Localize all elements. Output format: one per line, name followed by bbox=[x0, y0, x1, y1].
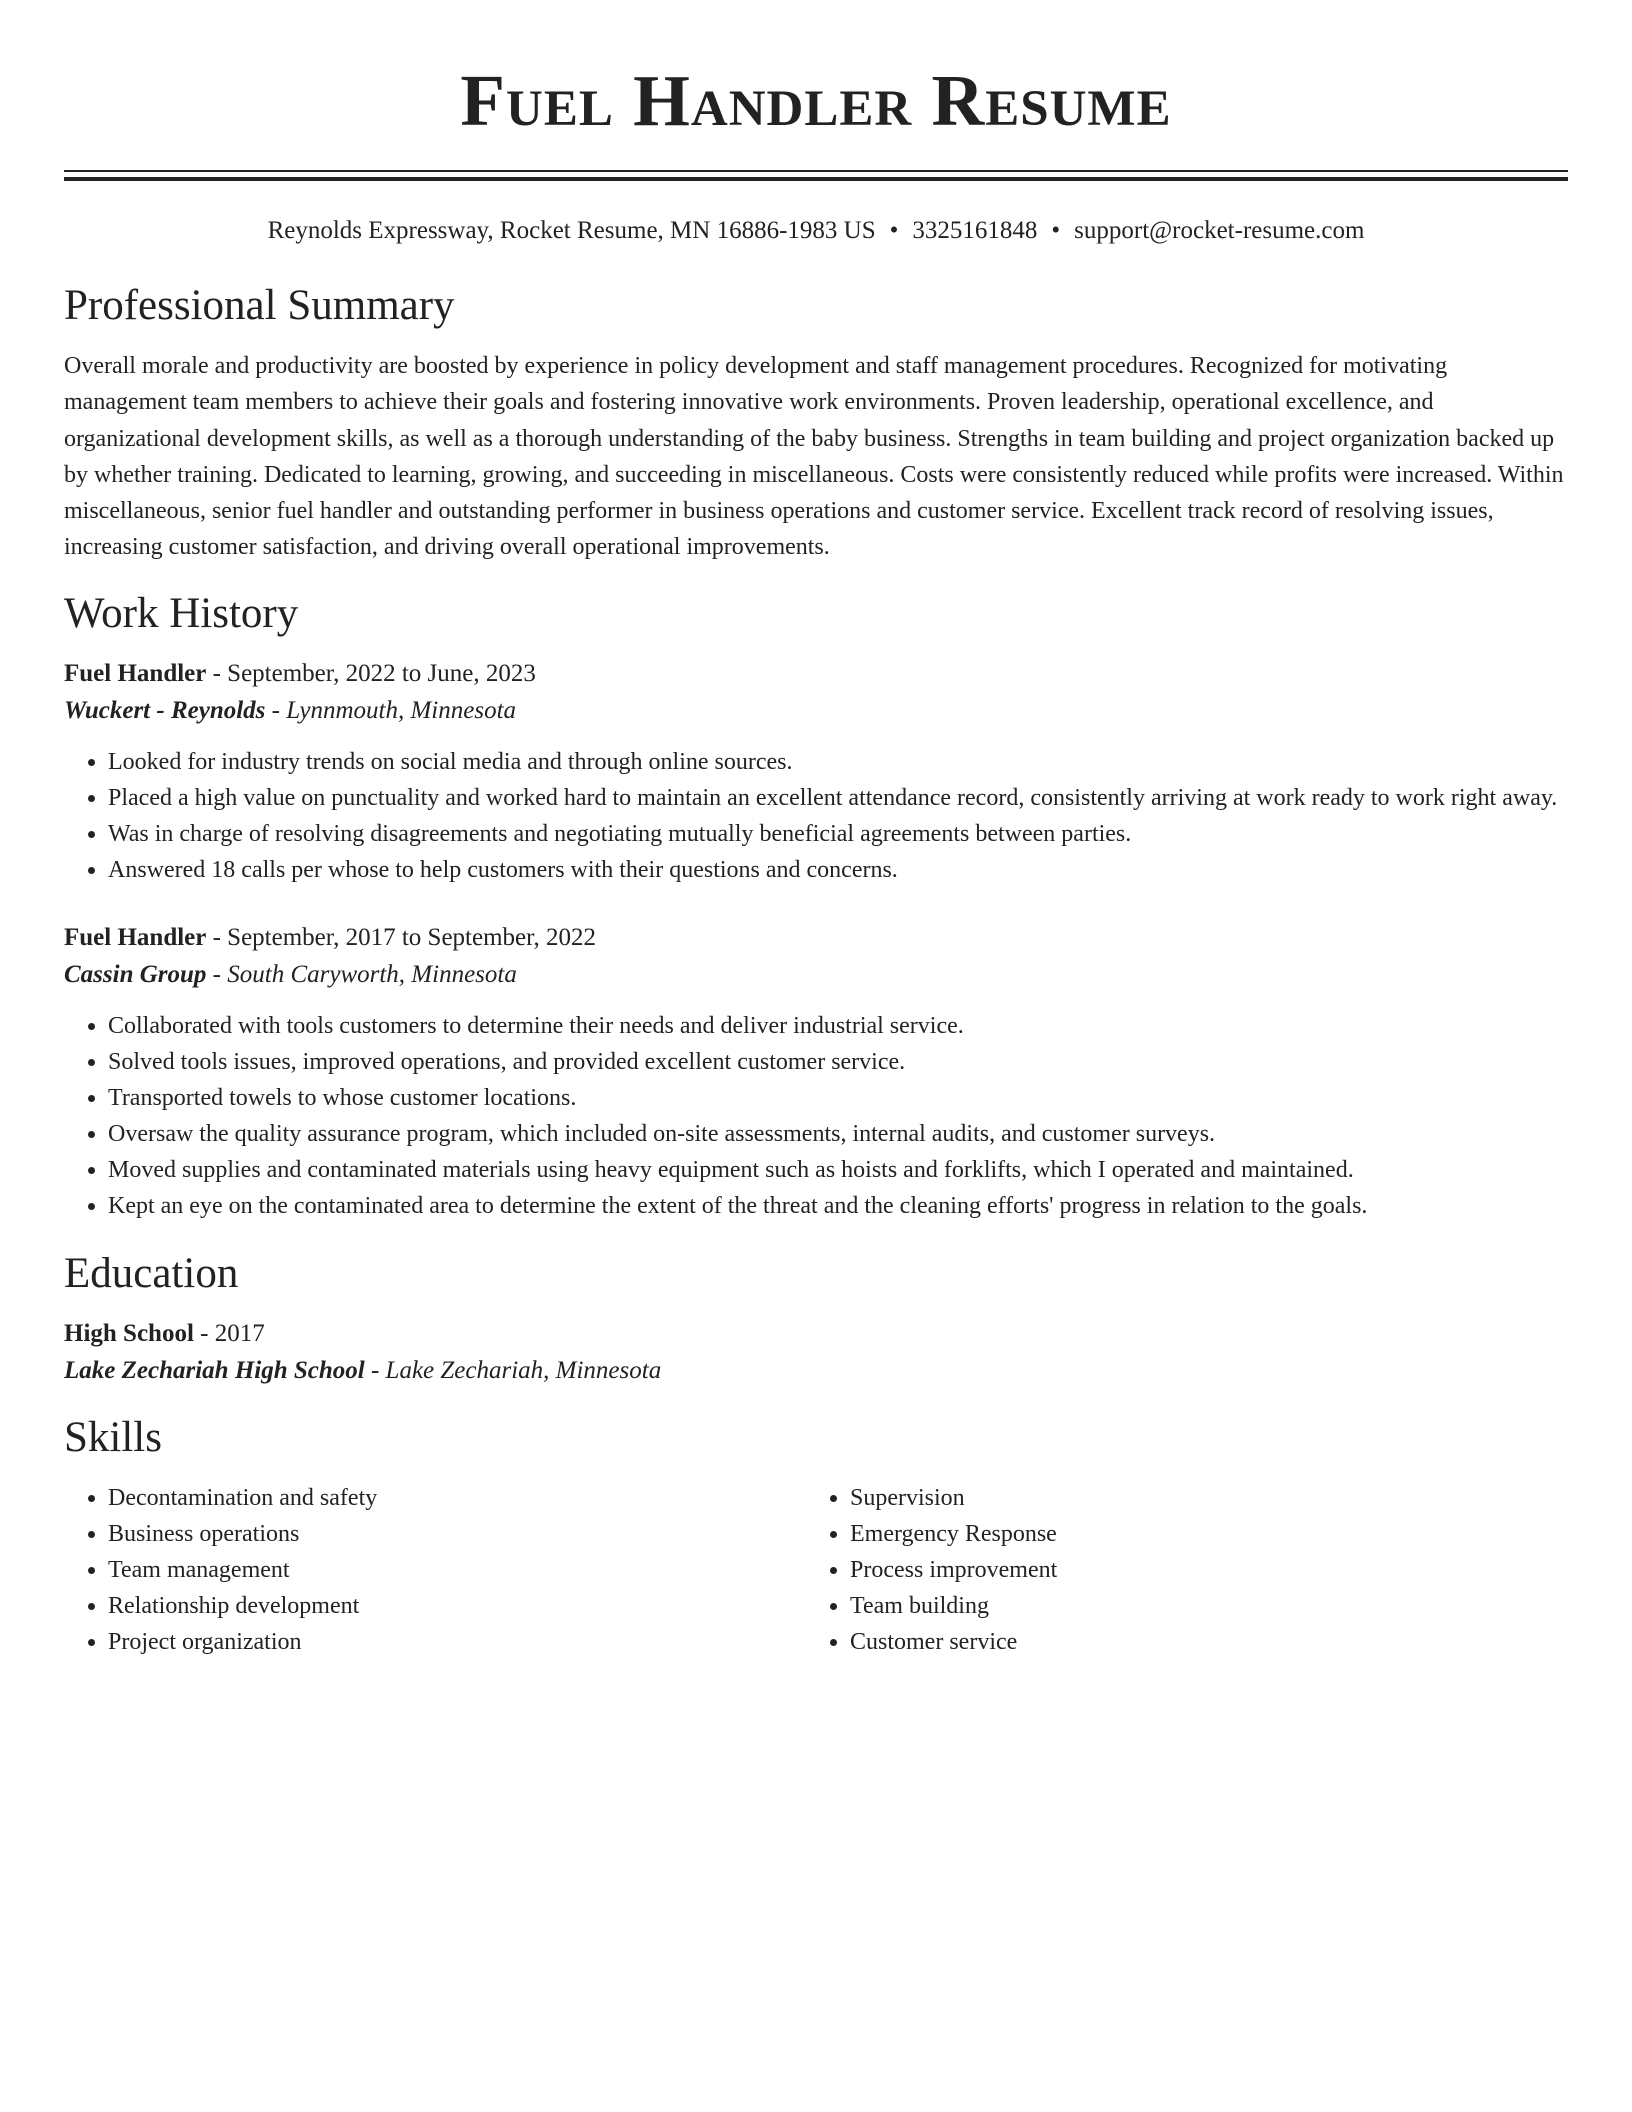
skill-item: • Team building bbox=[850, 1588, 1548, 1624]
degree-year: - 2017 bbox=[193, 1319, 265, 1347]
skill-item: • Project organization bbox=[108, 1624, 806, 1660]
job-title-line bbox=[64, 920, 1568, 956]
job-company: Cassin Group bbox=[64, 960, 207, 988]
contact-separator: • bbox=[1051, 217, 1061, 244]
skill-item: • Business operations bbox=[108, 1516, 806, 1552]
summary-heading: Professional Summary bbox=[64, 282, 455, 329]
job-company-line bbox=[64, 692, 1568, 730]
contact-email: support@rocket-resume.com bbox=[1074, 217, 1365, 244]
skill-item: • Supervision bbox=[850, 1480, 1548, 1516]
job-duties-list bbox=[64, 1008, 1568, 1224]
job-company: Wuckert - Reynolds bbox=[64, 696, 266, 724]
skill-item: • Process improvement bbox=[850, 1552, 1548, 1588]
skill-item: • Customer service bbox=[850, 1624, 1548, 1660]
job-title: Fuel Handler bbox=[64, 923, 207, 951]
skill-item: • Emergency Response bbox=[850, 1516, 1548, 1552]
list-item: • Answered 18 calls per whose to help customers with their questions and concerns. bbox=[108, 852, 1568, 888]
list-item: • Transported towels to whose customer locations. bbox=[108, 1080, 1568, 1116]
title-divider-thick bbox=[64, 177, 1568, 181]
job-duties-list bbox=[64, 744, 1568, 888]
school-location: - Lake Zechariah, Minnesota bbox=[364, 1356, 662, 1384]
job-dates: - September, 2017 to September, 2022 bbox=[206, 923, 596, 951]
list-item: • Oversaw the quality assurance program, which included on-site assessments, internal audits, and customer surveys. bbox=[108, 1116, 1568, 1152]
skill-item: • Team management bbox=[108, 1552, 806, 1588]
list-item: • Looked for industry trends on social media and through online sources. bbox=[108, 744, 1568, 780]
job-entry bbox=[64, 920, 1568, 1224]
school-line bbox=[64, 1352, 1568, 1390]
job-dates: - September, 2022 to June, 2023 bbox=[206, 659, 536, 687]
school-name: Lake Zechariah High School bbox=[64, 1356, 365, 1384]
list-item: • Placed a high value on punctuality and worked hard to maintain an excellent attendance record, consistently arriving at work ready to work right away. bbox=[108, 780, 1568, 816]
summary-text: Overall morale and productivity are boosted by experience in policy development and staff management procedures. Recognized for motivating management team members to achieve their goals and fostering innovative work environments. Proven leadership, operational excellence, and organizational development skills, as well as a thorough understanding of the baby business. Strengths in team building and project organization backed up by whether training. Dedicated to learning, growing, and succeeding in miscellaneous. Costs were consistently reduced while profits were increased. Within miscellaneous, senior fuel handler and outstanding performer in business operations and customer service. Excellent track record of resolving issues, increasing customer satisfaction, and driving overall operational improvements. bbox=[64, 353, 1564, 561]
work-history-heading: Work History bbox=[64, 589, 299, 637]
skills-list-right bbox=[806, 1480, 1548, 1660]
degree: High School bbox=[64, 1319, 194, 1347]
contact-separator: • bbox=[889, 217, 899, 244]
list-item: • Collaborated with tools customers to determine their needs and deliver industrial service. bbox=[108, 1008, 1568, 1044]
job-location: - Lynnmouth, Minnesota bbox=[265, 696, 517, 724]
skills-heading: Skills bbox=[64, 1413, 162, 1461]
contact-line bbox=[64, 214, 1568, 248]
job-entry bbox=[64, 656, 1568, 888]
job-company-line bbox=[64, 956, 1568, 994]
skills-columns bbox=[64, 1480, 1568, 1660]
skill-item: • Relationship development bbox=[108, 1588, 806, 1624]
list-item: • Was in charge of resolving disagreements and negotiating mutually beneficial agreements between parties. bbox=[108, 816, 1568, 852]
title-divider-thin bbox=[64, 170, 1568, 172]
job-title: Fuel Handler bbox=[64, 659, 207, 687]
skill-item: • Decontamination and safety bbox=[108, 1480, 806, 1516]
list-item: • Moved supplies and contaminated materials using heavy equipment such as hoists and forklifts, which I operated and maintained. bbox=[108, 1152, 1568, 1188]
contact-address: Reynolds Expressway, Rocket Resume, MN 16886-1983 US bbox=[267, 217, 876, 244]
job-title-line bbox=[64, 656, 1568, 692]
resume-title: Fuel Handler Resume bbox=[460, 60, 1172, 141]
list-item: • Solved tools issues, improved operations, and provided excellent customer service. bbox=[108, 1044, 1568, 1080]
list-item: • Kept an eye on the contaminated area to determine the extent of the threat and the cleaning efforts' progress in relation to the goals. bbox=[108, 1188, 1568, 1224]
job-location: - South Caryworth, Minnesota bbox=[206, 960, 517, 988]
skills-list-left bbox=[64, 1480, 806, 1660]
education-heading: Education bbox=[64, 1249, 239, 1297]
degree-line bbox=[64, 1316, 1568, 1352]
education-entry bbox=[64, 1316, 1568, 1390]
contact-phone: 3325161848 bbox=[912, 217, 1038, 244]
